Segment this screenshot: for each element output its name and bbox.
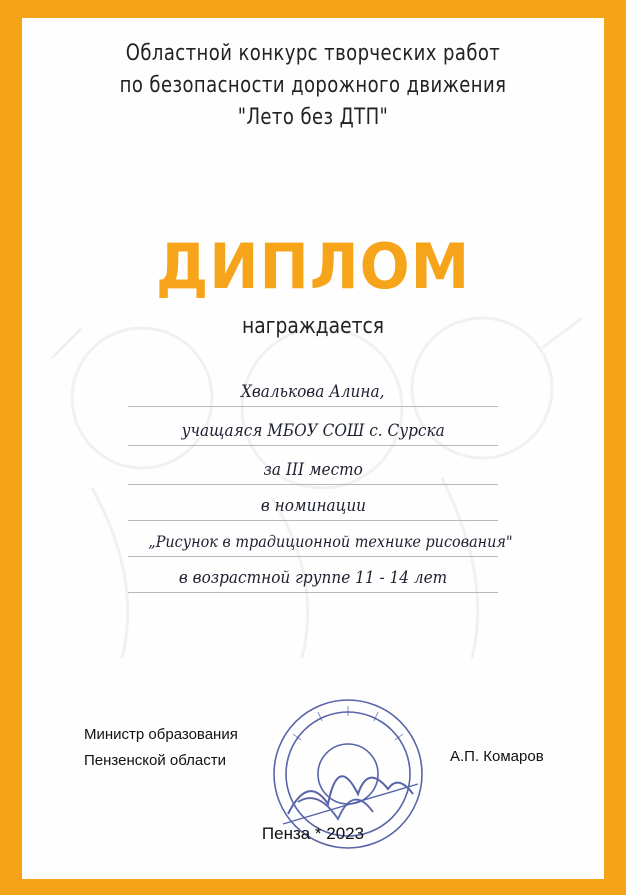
diploma-inner bbox=[22, 18, 604, 879]
header-line-2: по безопасности дорожного движения bbox=[119, 73, 507, 98]
recipient-place-line bbox=[128, 458, 498, 485]
signatory-position-line-1: Министр образования bbox=[84, 726, 238, 743]
signatory-position bbox=[84, 722, 238, 774]
diploma-title: ДИПЛОМ bbox=[155, 230, 471, 303]
recipient-name-line bbox=[128, 380, 498, 407]
recipient-school-line bbox=[128, 419, 498, 446]
header-line-3: "Лето без ДТП" bbox=[237, 105, 389, 130]
recipient-school: учащаяся МБОУ СОШ с. Сурска bbox=[181, 421, 445, 441]
recipient-name: Хвалькова Алина, bbox=[241, 382, 385, 402]
nomination-name: „Рисунок в традиционной технике рисования" bbox=[148, 532, 513, 551]
age-group: в возрастной группе 11 - 14 лет bbox=[178, 568, 448, 588]
nomination-prefix: в номинации bbox=[260, 496, 366, 516]
footer-city-year: Пенза * 2023 bbox=[261, 824, 365, 843]
header-line-1: Областной конкурс творческих работ bbox=[125, 41, 501, 66]
awarded-text: награждается bbox=[241, 314, 385, 339]
age-group-line bbox=[128, 566, 498, 593]
signatory-position-line-2: Пензенской области bbox=[84, 752, 226, 769]
recipient-place: за III место bbox=[263, 460, 363, 480]
nomination-prefix-line bbox=[128, 494, 498, 521]
contest-header bbox=[74, 38, 551, 134]
nomination-line bbox=[128, 530, 513, 557]
signatory-name: А.П. Комаров bbox=[450, 748, 544, 765]
